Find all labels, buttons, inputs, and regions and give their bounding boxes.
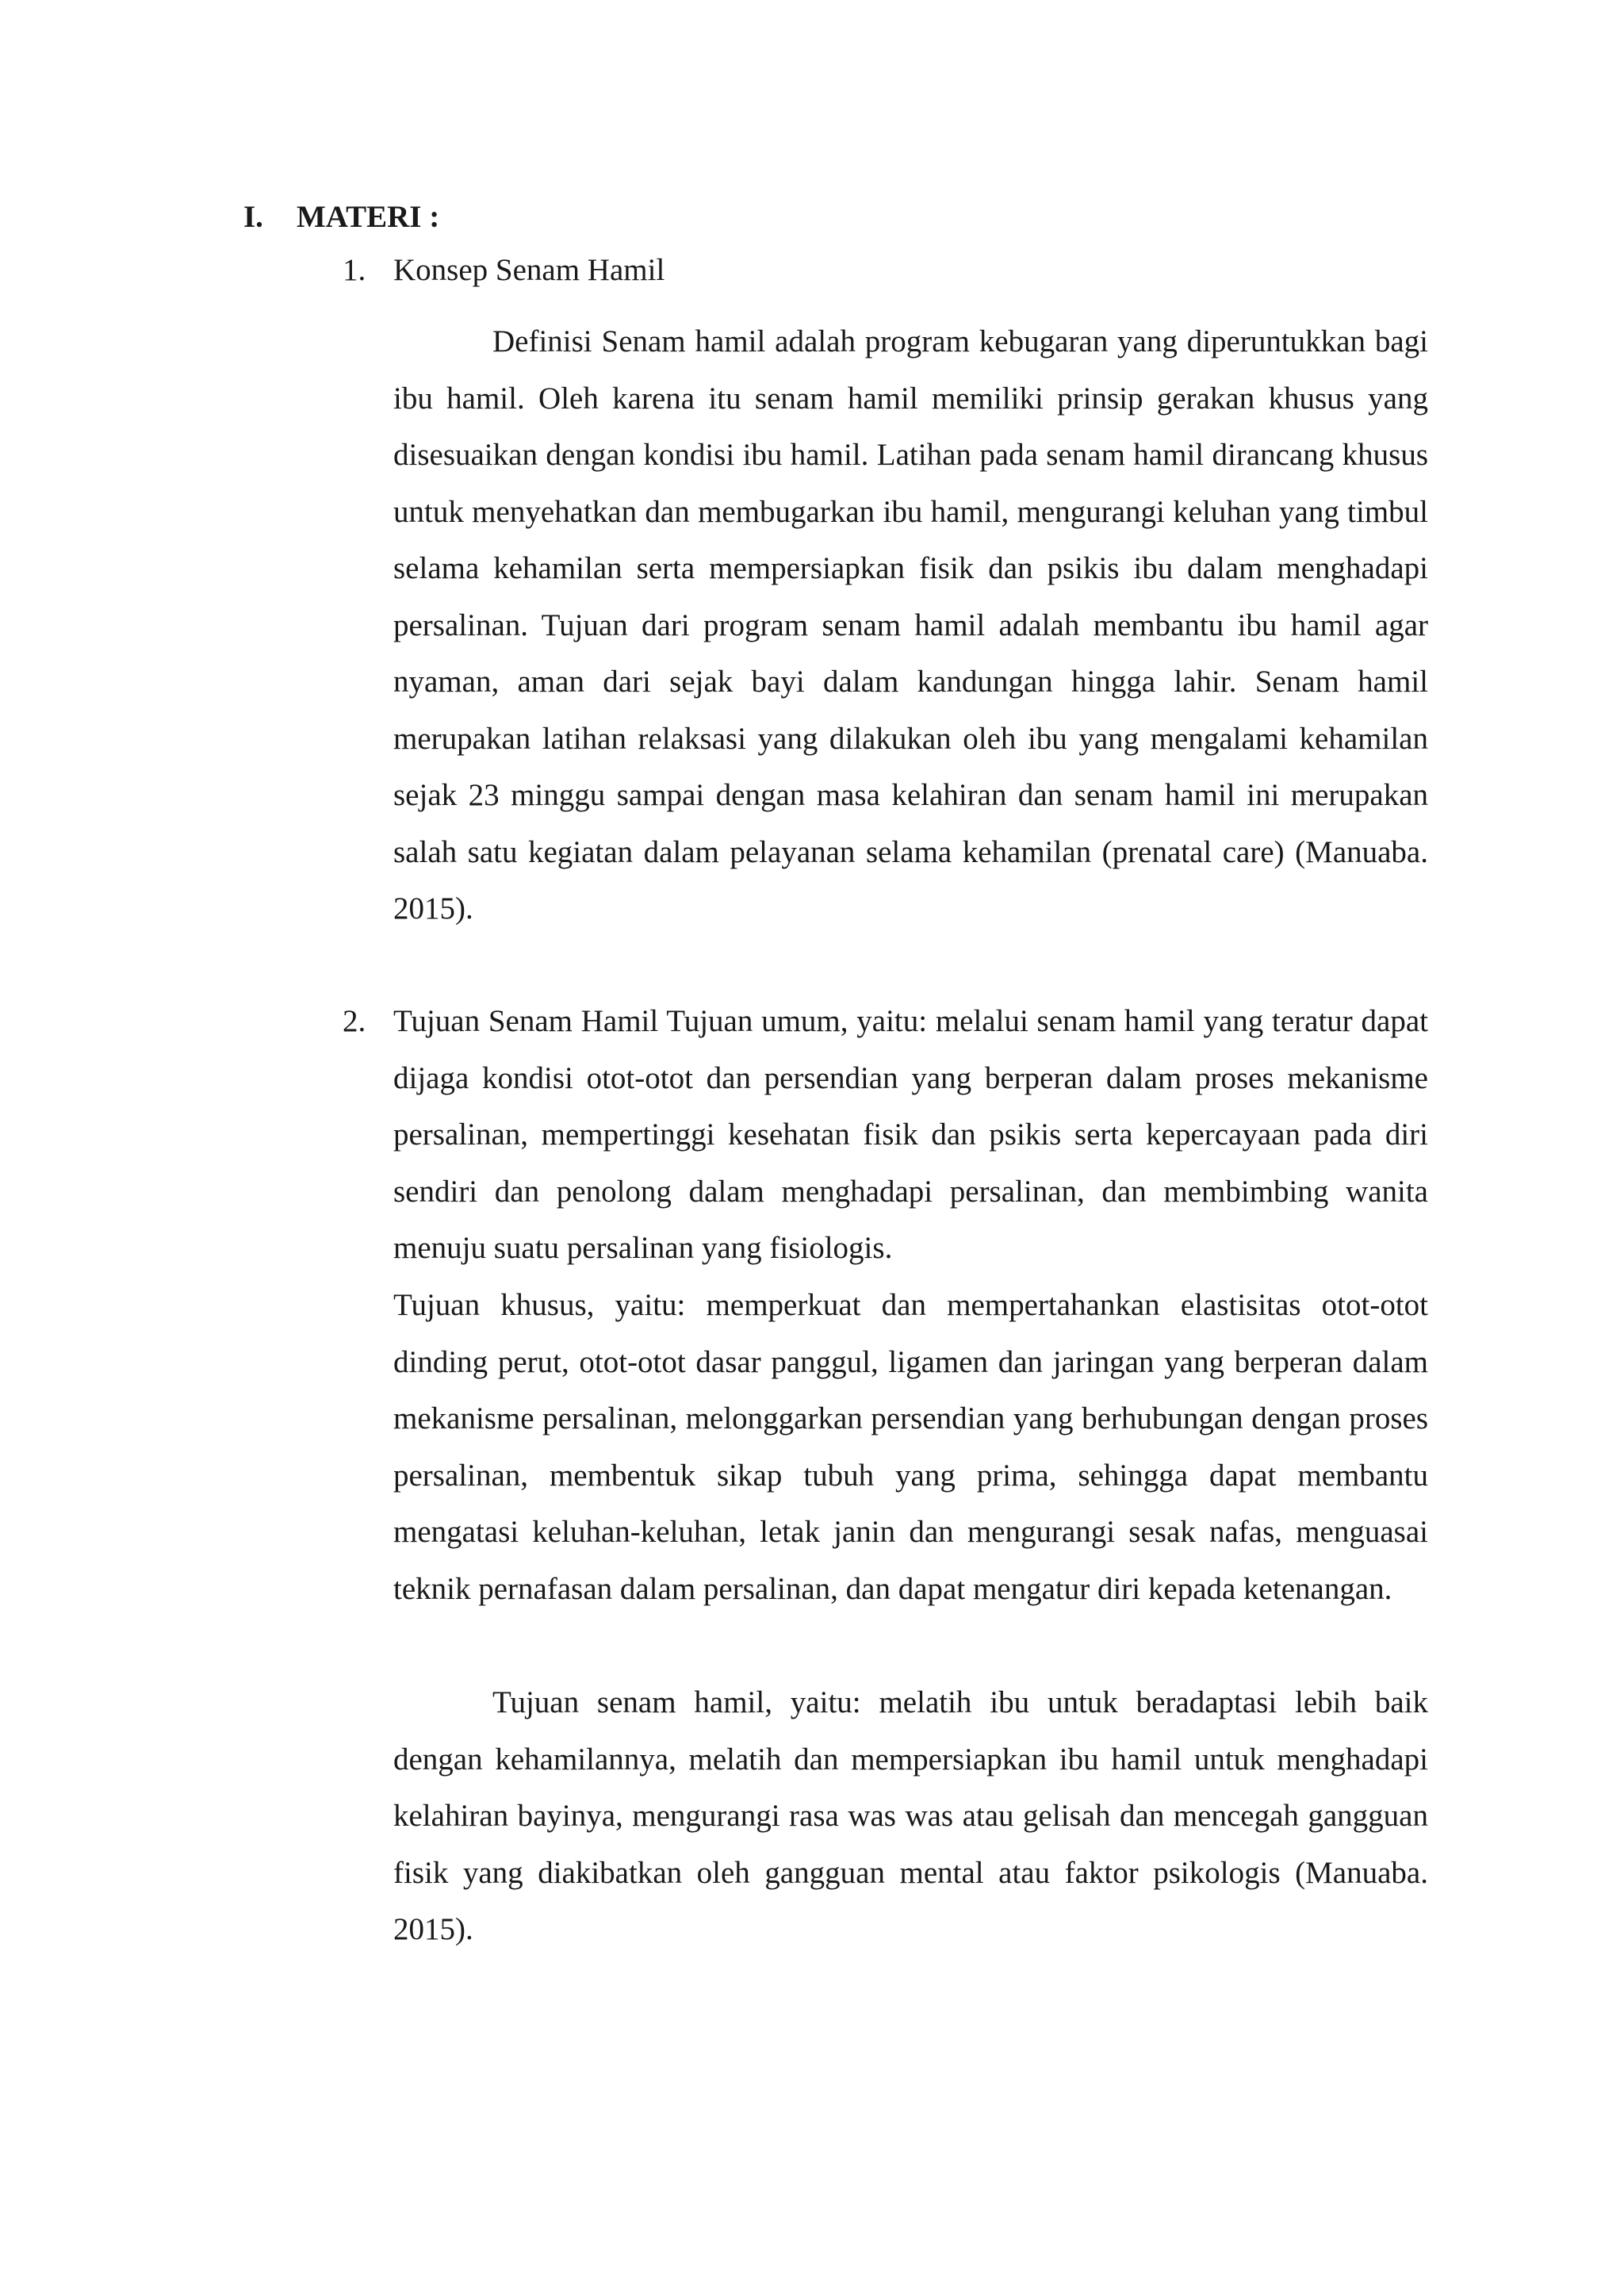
item-1-paragraph-definisi: Definisi Senam hamil adalah program kebugaran yang diperuntukkan bagi ibu hamil. Oleh karena itu senam hamil memiliki prinsip gerakan khusus yang disesuaikan dengan kondisi ibu hamil. Latihan pada senam hamil dirancang khusus untuk menyehatkan dan membugarkan ibu hamil, mengurangi keluhan yang timbul selama kehamilan serta mempersiapkan fisik dan psikis ibu dalam menghadapi persalinan. Tujuan dari program senam hamil adalah membantu ibu hamil agar nyaman, aman dari sejak bayi dalam kandungan hingga lahir. Senam hamil merupakan latihan relaksasi yang dilakukan oleh ibu yang mengalami kehamilan sejak 23 minggu sampai dengan masa kelahiran dan senam hamil ini merupakan salah satu kegiatan dalam pelayanan selama kehamilan (prenatal care) (Manuaba. 2015). xyxy=(393,324,1428,926)
item-1-number: 1. xyxy=(343,253,366,287)
item-2-number: 2. xyxy=(343,1004,366,1038)
section-heading xyxy=(243,197,439,238)
section-roman-numeral: I. xyxy=(243,200,263,234)
item-2-paragraph-tujuan-senam-hamil: Tujuan senam hamil, yaitu: melatih ibu untuk beradaptasi lebih baik dengan kehamilannya, melatih dan mempersiapkan ibu hamil untuk menghadapi kelahiran bayinya, mengurangi rasa was was atau gelisah dan mencegah gangguan fisik yang diakibatkan oleh gangguan mental atau faktor psikologis (Manuaba. 2015). xyxy=(393,1685,1428,1946)
section-title: MATERI : xyxy=(297,200,440,234)
item-1-title: Konsep Senam Hamil xyxy=(393,253,665,287)
item-2-paragraph-tujuan-khusus: Tujuan khusus, yaitu: memperkuat dan mempertahankan elastisitas otot-otot dinding perut, otot-otot dasar panggul, ligamen dan jaringan yang berperan dalam mekanisme persalinan, melonggarkan persendian yang berhubungan dengan proses persalinan, membentuk sikap tubuh yang prima, sehingga dapat membantu mengatasi keluhan-keluhan, letak janin dan mengurangi sesak nafas, menguasai teknik pernafasan dalam persalinan, dan dapat mengatur diri kepada ketenangan. xyxy=(393,1288,1428,1606)
item-2-paragraph-tujuan-umum: Tujuan Senam Hamil Tujuan umum, yaitu: melalui senam hamil yang teratur dapat dijaga kondisi otot-otot dan persendian yang berperan dalam proses mekanisme persalinan, mempertinggi kesehatan fisik dan psikis serta kepercayaan pada diri sendiri dan penolong dalam menghadapi persalinan, dan membimbing wanita menuju suatu persalinan yang fisiologis. xyxy=(393,1004,1428,1265)
